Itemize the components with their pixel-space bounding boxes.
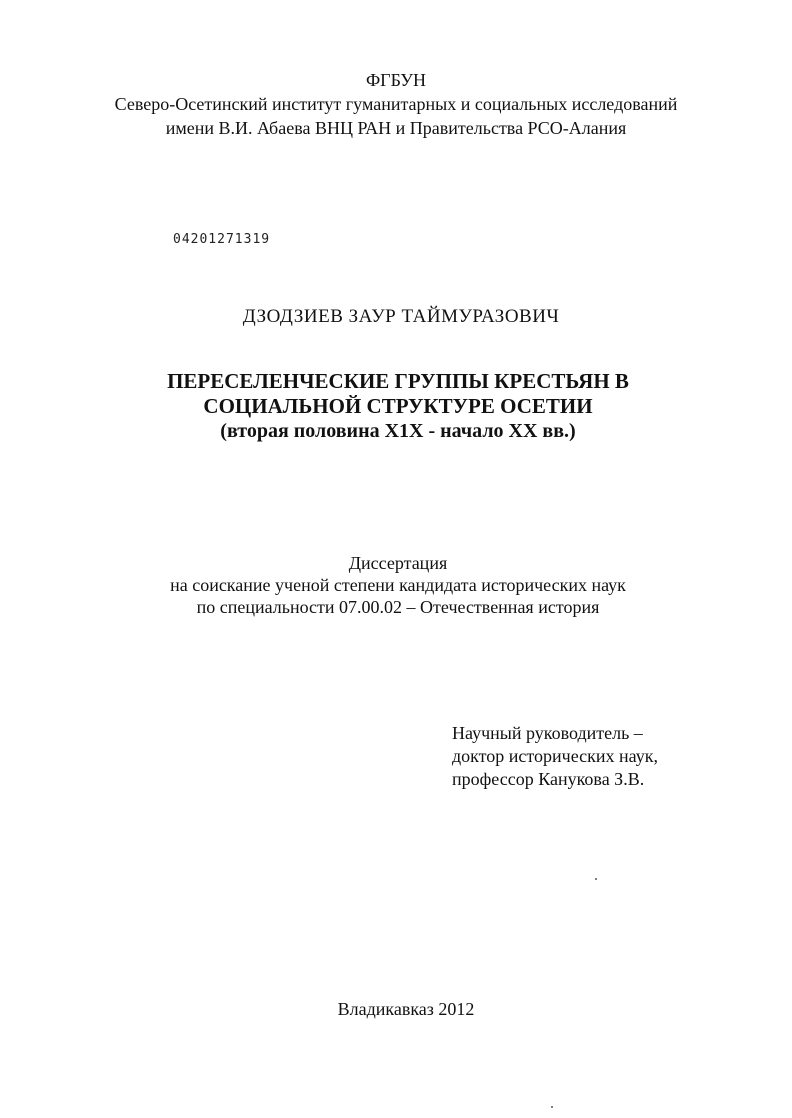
scan-speck bbox=[595, 878, 597, 880]
title-line-3: (вторая половина Х1Х - начало XX вв.) bbox=[220, 420, 576, 442]
supervisor-line-3: профессор Канукова З.В. bbox=[452, 769, 645, 789]
dissertation-title bbox=[2, 369, 792, 444]
supervisor-block bbox=[452, 722, 658, 791]
specialty-line: по специальности 07.00.02 – Отечественная история bbox=[196, 597, 600, 617]
org-name-line-2: имени В.И. Абаева ВНЦ РАН и Правительства РСО-Алания bbox=[165, 118, 627, 138]
degree-line: на соискание ученой степени кандидата исторических наук bbox=[170, 575, 626, 595]
author-name: ДЗОДЗИЕВ ЗАУР ТАЙМУРАЗОВИЧ bbox=[242, 306, 560, 327]
supervisor-line-2: доктор исторических наук, bbox=[452, 746, 658, 766]
organization-header bbox=[0, 68, 792, 140]
org-name-line-1: Северо-Осетинский институт гуманитарных и социальных исследований bbox=[114, 94, 678, 114]
title-line-1: ПЕРЕСЕЛЕНЧЕСКИЕ ГРУППЫ КРЕСТЬЯН В bbox=[167, 369, 629, 393]
org-abbreviation: ФГБУН bbox=[365, 70, 427, 90]
title-line-2: СОЦИАЛЬНОЙ СТРУКТУРЕ ОСЕТИИ bbox=[203, 394, 593, 418]
city-year: Владикавказ 2012 bbox=[337, 999, 475, 1019]
dissertation-label: Диссертация bbox=[348, 553, 448, 573]
scan-speck bbox=[551, 1106, 553, 1108]
supervisor-line-1: Научный руководитель – bbox=[452, 723, 643, 743]
document-number: 04201271319 bbox=[173, 232, 271, 247]
dissertation-info bbox=[2, 552, 792, 618]
